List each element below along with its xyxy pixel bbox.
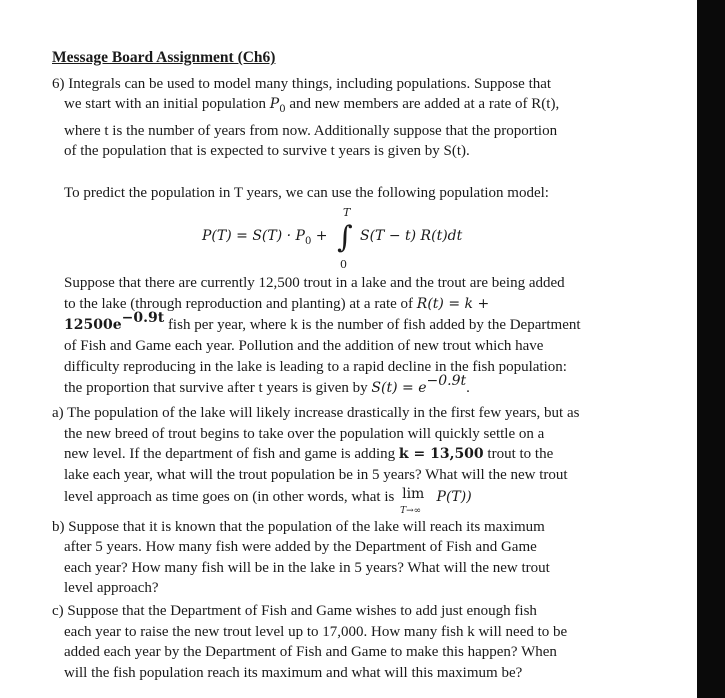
- limit-expression: lim T→∞: [400, 486, 425, 517]
- intro-line-4: of the population that is expected to survive t years is given by S(t).: [64, 142, 470, 159]
- part-b-line-1: b) Suppose that it is known that the population of the lake will reach its maximum: [52, 519, 545, 535]
- integral-upper-limit: T: [343, 206, 351, 219]
- equation-lhs: $P(T) = S(T) \cdot P_0$ +: [202, 228, 328, 247]
- part-b-line-3: each year? How many fish will be in the lake in 5 years? What will the new trout: [64, 559, 550, 576]
- trout-line-1: Suppose that there are currently 12,500 trout in a lake and the trout are being added: [64, 275, 565, 291]
- trout-line-4: of Fish and Game each year. Pollution and the addition of new trout which have: [64, 338, 544, 354]
- trout-line-6: the proportion that survive after t years is given by $S(t) = e^{-0.9t}$.: [64, 373, 470, 396]
- part-a-line-5: level approach as time goes on (in other words, what is lim T→∞ P(T)): [64, 486, 472, 517]
- intro-line-3: where t is the number of years from now. Additionally suppose that the proportion: [64, 122, 558, 139]
- part-a-line-3: new level. If the department of fish and game is adding k = 13,500 trout to the: [64, 446, 554, 463]
- integral-lower-limit: 0: [340, 258, 347, 271]
- part-b-question: [52, 517, 550, 598]
- trout-paragraph: [64, 273, 581, 399]
- part-b-line-4: level approach?: [64, 579, 159, 596]
- part-c-line-3: added each year by the Department of Fish and Game to make this happen? When: [64, 644, 557, 661]
- part-a-line-1: a) The population of the lake will likely increase drastically in the first few years, but as: [52, 405, 580, 421]
- intro-line-1: 6) Integrals can be used to model many things, including populations. Suppose that: [52, 76, 552, 92]
- trout-line-2: to the lake (through reproduction and planting) at a rate of R(t) = k +: [64, 296, 490, 312]
- part-c-line-4: will the fish population reach its maximum and what will this maximum be?: [64, 664, 523, 681]
- right-dark-border: [697, 0, 725, 698]
- predict-text: To predict the population in T years, we can use the following population model:: [64, 185, 549, 201]
- part-c-line-1: c) Suppose that the Department of Fish and Game wishes to add just enough fish: [52, 603, 537, 619]
- assignment-title: Message Board Assignment (Ch6): [52, 49, 276, 66]
- integrand: S(T − t) R(t)dt: [360, 228, 463, 244]
- population-model-equation: [202, 206, 502, 270]
- intro-line-2: we start with an initial population $P_0$ and new members are added at a rate of R(t),: [64, 96, 560, 116]
- trout-line-5: difficulty reproducing in the lake is leading to a rapid decline in the fish population:: [64, 359, 567, 375]
- part-a-line-2: the new breed of trout begins to take over the population will quickly settle on a: [64, 425, 545, 442]
- part-a-line-4: lake each year, what will the trout population be in 5 years? What will the new trout: [64, 466, 568, 483]
- part-c-question: [52, 601, 567, 683]
- integral-sign: ∫: [337, 220, 353, 255]
- part-a-question: [52, 403, 580, 517]
- part-b-line-2: after 5 years. How many fish were added by the Department of Fish and Game: [64, 539, 537, 556]
- trout-line-3: $12500e^{-0.9t}$ fish per year, where k is the number of fish added by the Department: [64, 310, 581, 333]
- part-c-line-2: each year to raise the new trout level up to 17,000. How many fish k will need to be: [64, 623, 568, 640]
- intro-paragraph: [52, 74, 559, 161]
